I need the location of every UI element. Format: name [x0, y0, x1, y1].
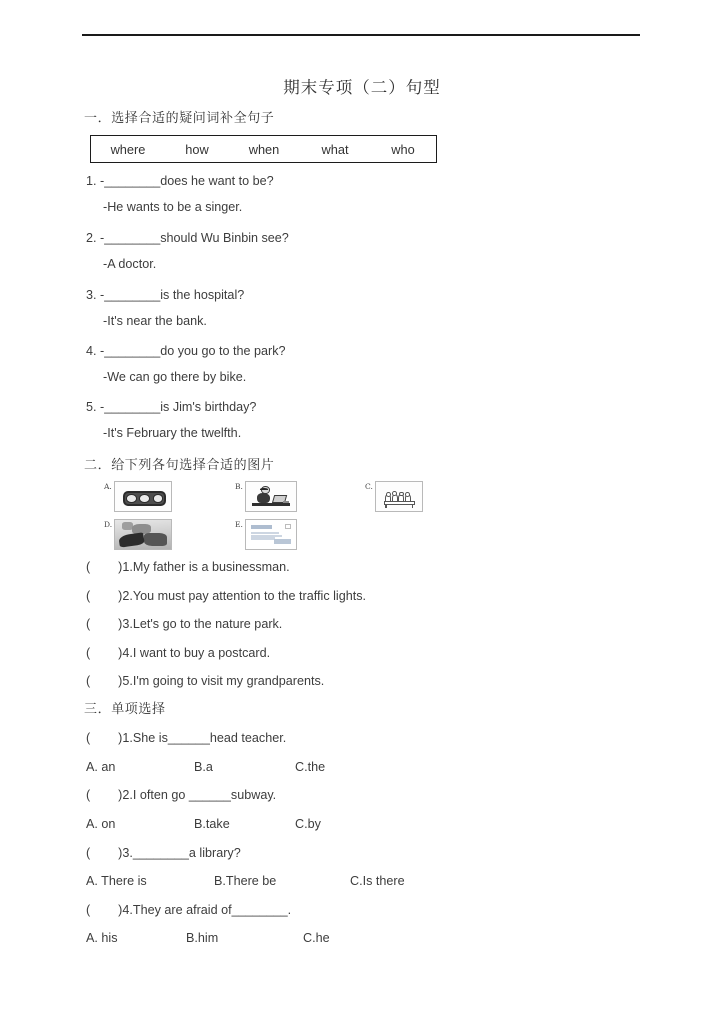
nature-park-icon	[114, 519, 172, 550]
s1-q1-prompt: 1. -________does he want to be?	[86, 174, 274, 188]
s1-q2-answer: -A doctor.	[103, 257, 157, 271]
s3-q4-choice-c[interactable]: C.he	[303, 931, 330, 945]
picture-label-c: C.	[365, 482, 373, 491]
people-group-icon	[375, 481, 423, 512]
word-bank-item-how[interactable]: how	[185, 141, 209, 157]
s1-q4-prompt: 4. -________do you go to the park?	[86, 344, 286, 358]
s1-q4-answer: -We can go there by bike.	[103, 370, 247, 384]
s3-q3-prompt: ( )3.________a library?	[86, 846, 241, 860]
s3-q3-choice-a[interactable]: A. There is	[86, 874, 147, 888]
s3-q4-choice-a[interactable]: A. his	[86, 931, 118, 945]
section-3-heading: 三．单项选择	[84, 702, 166, 717]
s3-q2-choice-b[interactable]: B.take	[194, 817, 230, 831]
s2-item-3: ( )3.Let's go to the nature park.	[86, 617, 283, 631]
s3-q1-prompt: ( )1.She is______head teacher.	[86, 731, 287, 745]
s1-q5-prompt: 5. -________is Jim's birthday?	[86, 400, 257, 414]
s1-q5-answer: -It's February the twelfth.	[103, 426, 242, 440]
traffic-light-icon	[114, 481, 172, 512]
s3-q3-choice-c[interactable]: C.Is there	[350, 874, 405, 888]
picture-label-d: D.	[104, 520, 113, 529]
section-1-heading: 一．选择合适的疑问词补全句子	[84, 111, 275, 126]
picture-option-e[interactable]	[235, 519, 297, 550]
picture-option-d[interactable]	[104, 519, 172, 550]
header-rule	[82, 34, 640, 36]
s3-q2-choice-a[interactable]: A. on	[86, 817, 116, 831]
s2-item-2: ( )2.You must pay attention to the traffic lights.	[86, 589, 367, 603]
s3-q2-choice-c[interactable]: C.by	[295, 817, 321, 831]
s3-q4-choice-b[interactable]: B.him	[186, 931, 219, 945]
s2-item-1: ( )1.My father is a businessman.	[86, 560, 290, 574]
s1-q1-answer: -He wants to be a singer.	[103, 200, 243, 214]
picture-label-e: E.	[235, 520, 243, 529]
picture-option-b[interactable]	[235, 481, 297, 512]
s2-item-4: ( )4.I want to buy a postcard.	[86, 646, 271, 660]
s3-q1-choice-b[interactable]: B.a	[194, 760, 213, 774]
picture-label-a: A.	[104, 482, 112, 491]
word-bank-item-where[interactable]: where	[110, 141, 146, 157]
s1-q3-answer: -It's near the bank.	[103, 314, 207, 328]
businessman-at-desk-icon	[245, 481, 297, 512]
picture-option-a[interactable]	[104, 481, 172, 512]
word-bank-item-who[interactable]: who	[391, 141, 415, 157]
postcard-icon	[245, 519, 297, 550]
word-bank-item-what[interactable]: what	[321, 141, 349, 157]
s3-q4-prompt: ( )4.They are afraid of________.	[86, 903, 292, 917]
s3-q1-choice-a[interactable]: A. an	[86, 760, 116, 774]
s2-item-5: ( )5.I'm going to visit my grandparents.	[86, 674, 325, 688]
word-bank-box	[90, 135, 437, 163]
s1-q3-prompt: 3. -________is the hospital?	[86, 288, 245, 302]
s3-q3-choice-b[interactable]: B.There be	[214, 874, 277, 888]
s3-q1-choice-c[interactable]: C.the	[295, 760, 326, 774]
picture-label-b: B.	[235, 482, 243, 491]
s3-q2-prompt: ( )2.I often go ______subway.	[86, 788, 277, 802]
word-bank-item-when[interactable]: when	[248, 141, 280, 157]
page-title: 期末专项（二）句型	[283, 78, 441, 97]
section-2-heading: 二．给下列各句选择合适的图片	[84, 458, 275, 473]
s1-q2-prompt: 2. -________should Wu Binbin see?	[86, 231, 289, 245]
picture-option-c[interactable]	[365, 481, 423, 512]
